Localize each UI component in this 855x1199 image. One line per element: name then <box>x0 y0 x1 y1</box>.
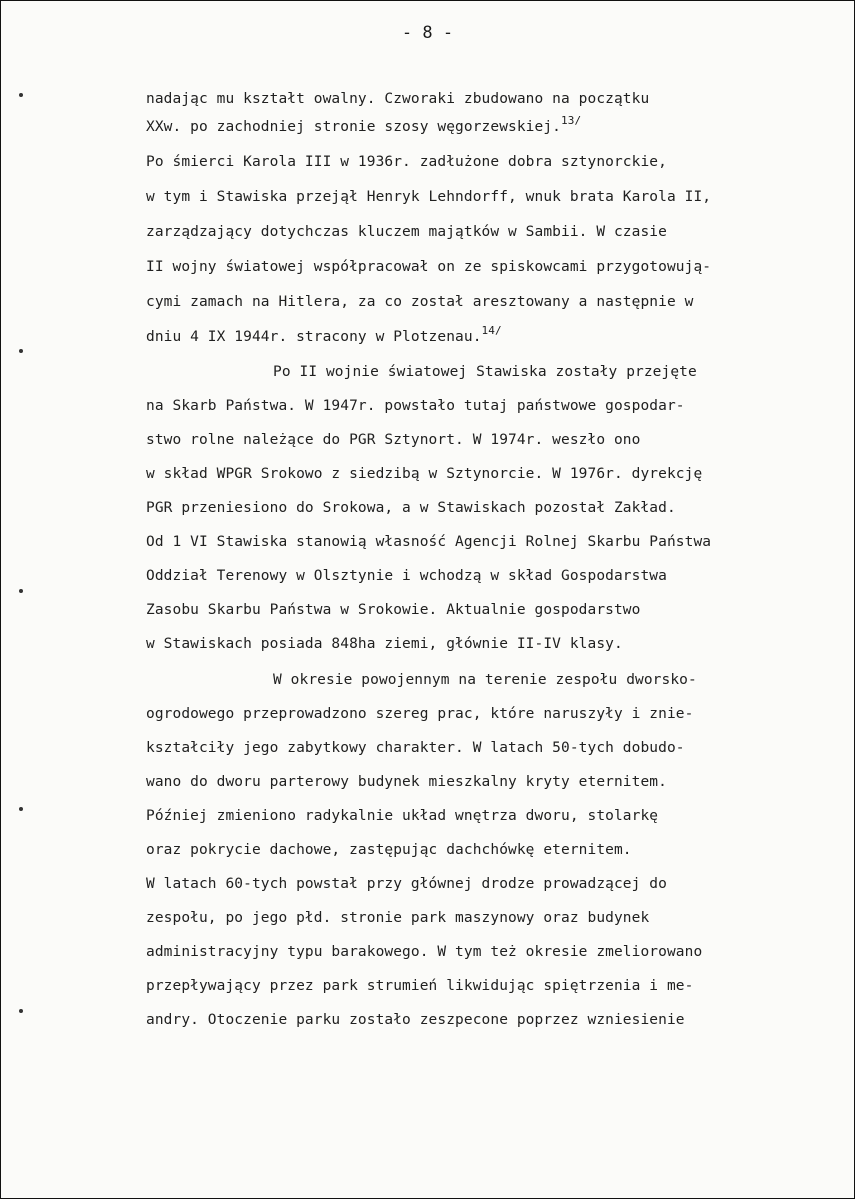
text-line <box>146 431 640 449</box>
punch-hole-mark <box>19 1009 23 1013</box>
line-text: w Stawiskach posiada 848ha ziemi, głównie II-IV klasy. <box>146 636 623 652</box>
text-line <box>146 943 702 961</box>
line-text: Później zmieniono radykalnie układ wnętrza dworu, stolarkę <box>146 808 659 824</box>
line-text: stwo rolne należące do PGR Sztynort. W 1974r. weszło ono <box>146 432 641 448</box>
footnote-ref: 14/ <box>481 324 502 337</box>
text-line <box>146 875 667 893</box>
text-line <box>146 465 702 483</box>
text-line <box>146 977 693 995</box>
line-text: przepływający przez park strumień likwidując spiętrzenia i me- <box>146 978 694 994</box>
line-text: dniu 4 IX 1944r. stracony w Plotzenau. <box>146 329 482 345</box>
punch-hole-mark <box>19 349 23 353</box>
text-line <box>146 397 685 415</box>
line-text: Od 1 VI Stawiska stanowią własność Agencji Rolnej Skarbu Państwa <box>146 534 712 550</box>
text-line <box>146 324 502 346</box>
punch-hole-mark <box>19 589 23 593</box>
punch-hole-mark <box>19 93 23 97</box>
line-text: Po śmierci Karola III w 1936r. zadłużone dobra sztynorckie, <box>146 154 667 170</box>
text-line <box>146 773 667 791</box>
text-line <box>146 705 693 723</box>
text-line <box>146 90 649 108</box>
text-line <box>146 188 711 206</box>
line-text: cymi zamach na Hitlera, za co został aresztowany a następnie w <box>146 294 694 310</box>
text-line <box>146 841 632 859</box>
text-line <box>146 223 667 241</box>
line-text: Oddział Terenowy w Olsztynie i wchodzą w skład Gospodarstwa <box>146 568 667 584</box>
text-line <box>146 499 676 517</box>
text-line <box>146 153 667 171</box>
punch-hole-mark <box>19 807 23 811</box>
text-line <box>146 1011 685 1029</box>
line-text: XXw. po zachodniej stronie szosy węgorzewskiej. <box>146 119 561 135</box>
text-line <box>146 909 649 927</box>
line-text: W latach 60-tych powstał przy głównej drodze prowadzącej do <box>146 876 667 892</box>
line-text: administracyjny typu barakowego. W tym też okresie zmeliorowano <box>146 944 703 960</box>
line-text: ogrodowego przeprowadzono szereg prac, które naruszyły i znie- <box>146 706 694 722</box>
page-number: - 8 - <box>401 23 454 43</box>
line-text: w skład WPGR Srokowo z siedzibą w Sztynorcie. W 1976r. dyrekcję <box>146 466 703 482</box>
line-text: zespołu, po jego płd. stronie park maszynowy oraz budynek <box>146 910 650 926</box>
line-text: Po II wojnie światowej Stawiska zostały przejęte <box>273 364 697 380</box>
line-text: Zasobu Skarbu Państwa w Srokowie. Aktualnie gospodarstwo <box>146 602 641 618</box>
line-text: II wojny światowej współpracował on ze spiskowcami przygotowują- <box>146 259 712 275</box>
text-line <box>146 114 582 136</box>
text-line <box>146 567 667 585</box>
line-text: na Skarb Państwa. W 1947r. powstało tutaj państwowe gospodar- <box>146 398 685 414</box>
text-line <box>146 258 711 276</box>
line-text: zarządzający dotychczas kluczem majątków w Sambii. W czasie <box>146 224 667 240</box>
line-text: PGR przeniesiono do Srokowa, a w Stawiskach pozostał Zakład. <box>146 500 676 516</box>
line-text: w tym i Stawiska przejął Henryk Lehndorff, wnuk brata Karola II, <box>146 189 712 205</box>
line-text: W okresie powojennym na terenie zespołu dworsko- <box>273 672 697 688</box>
text-line <box>146 635 623 653</box>
line-text: oraz pokrycie dachowe, zastępując dachchówkę eternitem. <box>146 842 632 858</box>
text-line <box>146 601 640 619</box>
line-text: nadając mu kształt owalny. Czworaki zbudowano na początku <box>146 91 650 107</box>
text-line <box>146 739 685 757</box>
line-text: kształciły jego zabytkowy charakter. W latach 50-tych dobudo- <box>146 740 685 756</box>
text-line <box>146 293 693 311</box>
text-line <box>146 807 658 825</box>
line-text: wano do dworu parterowy budynek mieszkalny kryty eternitem. <box>146 774 667 790</box>
text-line <box>146 533 711 551</box>
line-text: andry. Otoczenie parku zostało zeszpecone poprzez wzniesienie <box>146 1012 685 1028</box>
footnote-ref: 13/ <box>561 114 582 127</box>
text-line <box>273 363 697 381</box>
text-line <box>273 671 697 689</box>
